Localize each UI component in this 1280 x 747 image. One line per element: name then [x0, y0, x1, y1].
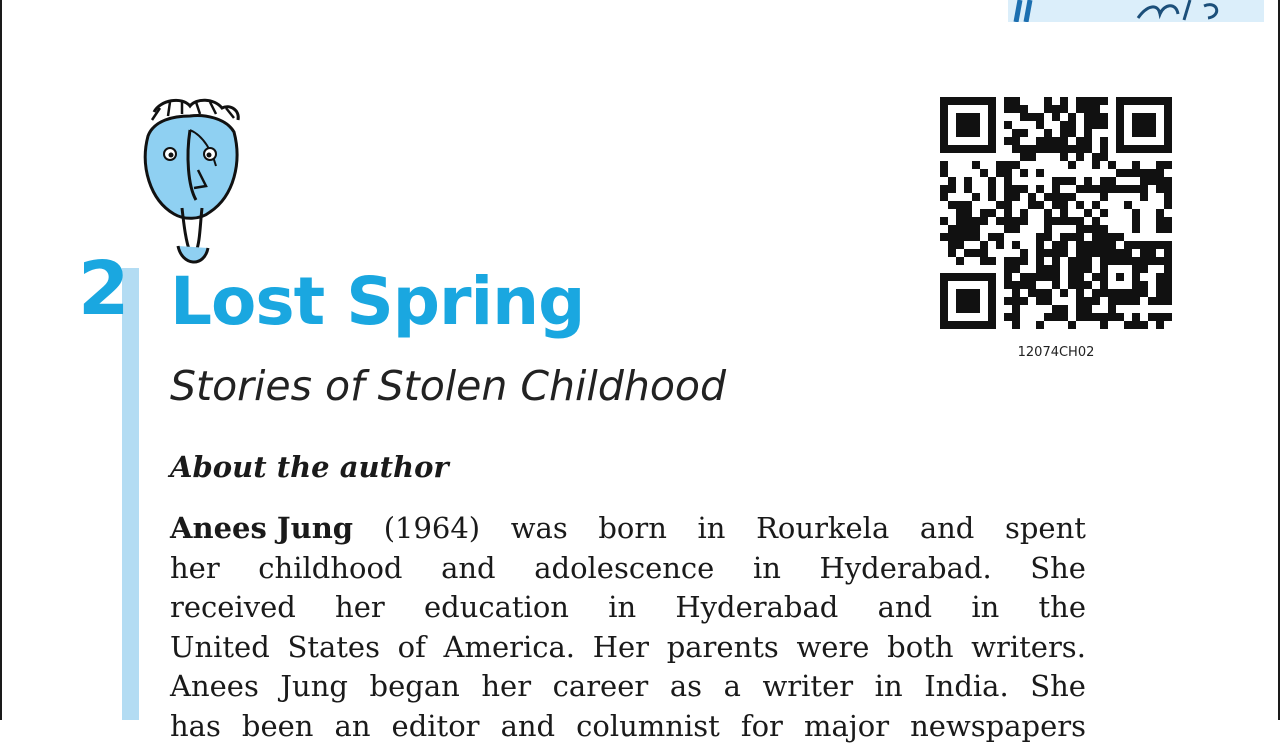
bio-word: Hyderabad [675, 590, 839, 625]
bio-word: her [170, 550, 220, 585]
qr-code-label: 12074CH02 [1017, 345, 1095, 360]
bio-word: in [697, 511, 726, 545]
bio-word: parents [666, 629, 779, 664]
bio-word: writer [762, 669, 854, 704]
bio-word: the [1038, 590, 1086, 625]
bio-word: in [752, 550, 781, 585]
chapter-number: 2 [78, 246, 128, 332]
bio-word: an [334, 708, 371, 743]
bio-word: both [887, 629, 954, 664]
bio-word: and [441, 550, 496, 585]
bio-word: for [740, 708, 783, 743]
bio-word: in [608, 590, 637, 625]
bio-word: States [287, 629, 380, 664]
bio-word: her [335, 590, 385, 625]
chapter-side-bar [122, 268, 139, 720]
author-bio [170, 509, 1086, 747]
bio-word: born [598, 511, 667, 545]
bio-word: was [510, 511, 568, 545]
qr-code-icon[interactable] [940, 97, 1172, 329]
bio-word: were [796, 629, 870, 664]
bio-word: Her [592, 629, 650, 664]
bio-word: her [481, 669, 532, 704]
author-name: Anees Jung [170, 511, 354, 545]
bio-word: in [971, 590, 1000, 625]
bio-line [170, 707, 1086, 747]
bio-word: as [669, 669, 702, 704]
bio-word: columnist [576, 708, 720, 743]
bio-word: Rourkela [756, 511, 890, 545]
bio-word: Hyderabad. [819, 550, 992, 585]
chapter-title: Lost Spring [170, 263, 585, 340]
bio-word: childhood [258, 550, 403, 585]
bio-word: been [241, 708, 314, 743]
bio-word: She [1030, 669, 1086, 704]
bio-word: of [397, 629, 426, 664]
section-heading: About the author [170, 450, 449, 484]
bio-word: writers. [971, 629, 1086, 664]
bio-word: editor [391, 708, 480, 743]
bio-word: She [1030, 550, 1086, 585]
bio-word: received [170, 590, 296, 625]
bio-word: and [919, 511, 975, 545]
bio-word: in [874, 669, 903, 704]
bio-word: United [170, 629, 270, 664]
page-frame-left [0, 0, 2, 720]
bio-word: adolescence [534, 550, 715, 585]
bio-word: America. [443, 629, 576, 664]
bio-word: Anees [170, 669, 259, 704]
bio-line [170, 588, 1086, 628]
bio-word: has [170, 708, 221, 743]
bio-word: India. [924, 669, 1009, 704]
bio-word: spent [1004, 511, 1086, 545]
bio-word: and [500, 708, 556, 743]
bio-line [170, 549, 1086, 589]
bio-word: (1964) [383, 511, 481, 545]
bio-word: a [723, 669, 741, 704]
bio-line [170, 628, 1086, 668]
face-sketch-icon [130, 96, 254, 272]
bio-word: began [369, 669, 460, 704]
chapter-subtitle: Stories of Stolen Childhood [170, 362, 727, 410]
bio-word: education [423, 590, 569, 625]
bio-word: and [877, 590, 933, 625]
bio-line [170, 667, 1086, 707]
bio-word: major [803, 708, 890, 743]
bio-line [170, 509, 1086, 549]
header-artwork [1008, 0, 1264, 22]
bio-word: newspapers [910, 708, 1086, 743]
bio-word: career [552, 669, 649, 704]
bio-word: Jung [280, 669, 348, 704]
